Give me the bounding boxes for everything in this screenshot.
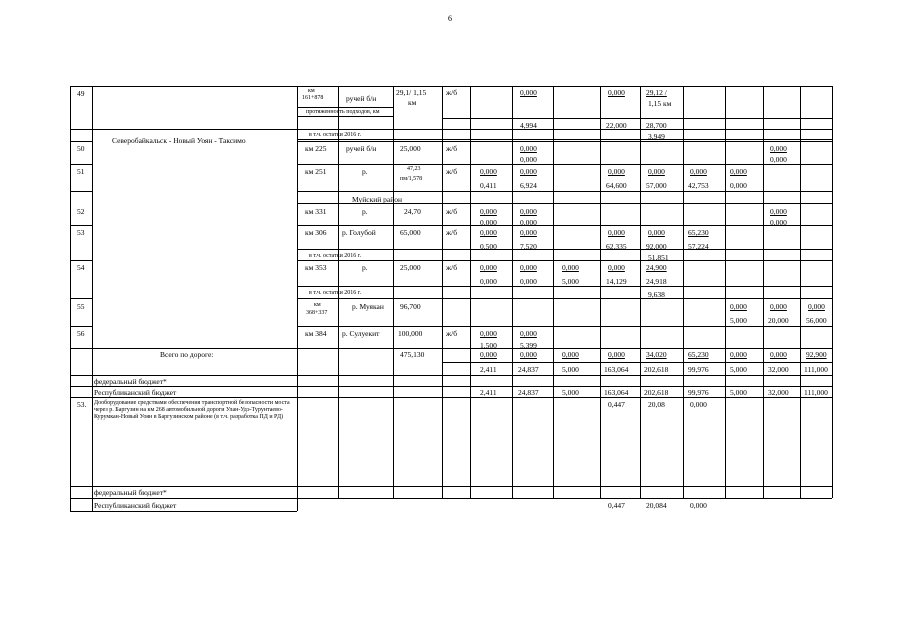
table-cell: ж/б — [446, 228, 458, 237]
table-cell: 0,000 — [608, 263, 625, 272]
table-cell: 368+337 — [306, 310, 328, 316]
table-column-rule — [832, 86, 833, 498]
table-cell: 20,084 — [646, 501, 667, 510]
table-cell: ж/б — [446, 263, 458, 272]
table-cell: 9,638 — [648, 290, 665, 299]
table-cell: в т.ч. остатки 2016 г. — [309, 253, 362, 259]
table-cell: 0,000 — [480, 329, 497, 338]
table-column-rule — [470, 86, 471, 498]
table-cell: р. — [362, 167, 368, 176]
table-rule — [297, 107, 393, 108]
table-cell: 54 — [77, 263, 85, 272]
table-cell: км 353 — [305, 263, 327, 272]
table-cell: 20,000 — [768, 316, 789, 325]
table-cell: км — [408, 98, 417, 107]
table-cell: 475,130 — [400, 350, 425, 359]
table-cell: 1,500 — [480, 341, 497, 350]
table-cell: 24,837 — [518, 365, 539, 374]
table-cell: ручей б/н — [346, 94, 377, 103]
table-cell: 0,000 — [480, 218, 497, 227]
table-rule — [297, 225, 832, 226]
table-rule — [297, 249, 832, 250]
table-cell: федеральный бюджет* — [94, 377, 167, 386]
table-cell: 0,000 — [730, 350, 747, 359]
table-cell: 0,000 — [520, 218, 537, 227]
table-cell: 49 — [77, 89, 85, 98]
table-cell: протяженность подходов, км — [306, 109, 380, 115]
table-cell: 57,224 — [688, 242, 709, 251]
table-cell: Республиканский бюджет — [94, 501, 177, 510]
table-column-rule — [640, 86, 641, 498]
table-cell: 51 — [77, 167, 85, 176]
table-cell: 5,000 — [730, 365, 747, 374]
table-column-rule — [92, 86, 93, 511]
table-cell: 92,000 — [646, 242, 667, 251]
table-cell: 64,600 — [606, 181, 627, 190]
table-cell: км 331 — [305, 207, 327, 216]
table-cell: 0,000 — [770, 207, 787, 216]
table-rule — [297, 141, 832, 142]
table-cell: 0,000 — [562, 263, 579, 272]
table-rule — [297, 116, 393, 117]
table-cell: 32,000 — [768, 365, 789, 374]
table-cell: 0,000 — [690, 167, 707, 176]
table-rule — [297, 298, 832, 299]
table-column-rule — [800, 86, 801, 498]
table-rule — [70, 397, 832, 398]
table-cell: 3,949 — [648, 132, 665, 141]
table-rule — [442, 118, 832, 119]
table-cell: 0,000 — [608, 88, 625, 97]
table-rule — [70, 298, 92, 299]
table-cell: 0,411 — [480, 181, 497, 190]
table-rule — [297, 286, 832, 287]
table-cell: в т.ч. остатки 2016 г. — [309, 132, 362, 138]
table-cell: 47,23 — [407, 166, 421, 172]
table-cell: 0,447 — [608, 400, 625, 409]
table-cell: 0,000 — [608, 350, 625, 359]
table-rule — [297, 164, 832, 165]
table-cell: в т.ч. остатки 2016 г. — [309, 290, 362, 296]
table-cell: 4,994 — [520, 121, 537, 130]
table-cell: 0,000 — [648, 167, 665, 176]
table-cell: 0,000 — [730, 302, 747, 311]
table-rule — [70, 260, 92, 261]
table-cell: 20,08 — [648, 400, 665, 409]
table-cell: 0,000 — [520, 155, 537, 164]
table-column-rule — [763, 86, 764, 498]
table-cell: 52 — [77, 207, 85, 216]
table-cell: 5,000 — [730, 388, 747, 397]
table-cell: 28,700 — [646, 121, 667, 130]
table-cell: км 306 — [305, 228, 327, 237]
table-cell: Всего по дороге: — [160, 350, 214, 359]
table-cell: 5,000 — [562, 277, 579, 286]
table-cell: 56,000 — [806, 316, 827, 325]
table-cell: 65,000 — [400, 228, 421, 237]
table-cell: 0,000 — [690, 400, 707, 409]
table-cell: Северобайкальск - Новый Уоян - Таксимо — [112, 136, 246, 145]
table-cell: р. Голубой — [342, 228, 376, 237]
table-cell: Республиканский бюджет — [94, 388, 177, 397]
table-cell: 5,000 — [562, 365, 579, 374]
table-cell: 161+878 — [302, 95, 324, 101]
table-cell: ж/б — [446, 88, 458, 97]
table-cell: 24,837 — [518, 388, 539, 397]
table-cell: 62,335 — [606, 242, 627, 251]
table-cell: 6,924 — [520, 181, 537, 190]
table-cell: 0,000 — [730, 167, 747, 176]
table-cell: 0,000 — [480, 207, 497, 216]
table-cell: 0,000 — [520, 88, 537, 97]
table-cell: р. Сулуекит — [342, 329, 380, 338]
table-cell: 0,000 — [690, 501, 707, 510]
table-cell: 0,000 — [770, 302, 787, 311]
table-cell: 32,000 — [768, 388, 789, 397]
table-cell: 0,000 — [808, 302, 825, 311]
table-cell: 55 — [77, 302, 85, 311]
table-column-rule — [553, 86, 554, 498]
table-cell: 2,411 — [480, 365, 497, 374]
table-cell: 0,000 — [480, 350, 497, 359]
table-cell: 0,000 — [608, 228, 625, 237]
table-cell: 0,000 — [520, 167, 537, 176]
table-cell: 7,520 — [520, 242, 537, 251]
table-cell: 53 — [77, 228, 85, 237]
page-number: 6 — [448, 14, 452, 23]
table-cell: 0,000 — [562, 350, 579, 359]
table-cell: 24,70 — [404, 207, 421, 216]
table-cell: 0,000 — [608, 167, 625, 176]
table-rule — [70, 164, 92, 165]
table-cell: 0,000 — [770, 218, 787, 227]
table-cell: 0,000 — [730, 181, 747, 190]
table-column-rule — [725, 86, 726, 498]
table-cell: 0,000 — [520, 329, 537, 338]
table-cell: 50 — [77, 144, 85, 153]
table-cell: ручей б/н — [346, 144, 377, 153]
table-cell: федеральный бюджет* — [94, 488, 167, 497]
table-rule — [297, 139, 832, 140]
table-rule — [297, 260, 832, 261]
table-cell: ж/б — [446, 329, 458, 338]
table-cell: 0,000 — [520, 350, 537, 359]
table-cell: 22,000 — [606, 121, 627, 130]
table-cell: 0,447 — [608, 501, 625, 510]
table-cell: 29,12 / — [646, 88, 667, 97]
table-cell: 0,000 — [770, 350, 787, 359]
table-cell: 0,000 — [520, 144, 537, 153]
table-rule — [70, 486, 832, 487]
table-cell: ж/б — [446, 167, 458, 176]
table-column-rule — [70, 86, 71, 511]
table-cell: 0,000 — [520, 277, 537, 286]
table-cell: р. — [362, 263, 368, 272]
table-rule — [70, 348, 832, 349]
table-cell: 111,000 — [804, 365, 828, 374]
table-cell: 34,020 — [646, 350, 667, 359]
table-cell: 0,000 — [770, 144, 787, 153]
table-rule — [70, 129, 832, 130]
table-cell: км 251 — [305, 167, 327, 176]
table-column-rule — [393, 86, 394, 498]
table-column-rule — [512, 86, 513, 498]
table-column-rule — [600, 86, 601, 498]
table-rule — [297, 191, 832, 192]
table-rule — [70, 511, 297, 512]
table-cell: 0,000 — [480, 263, 497, 272]
table-cell: 5,000 — [562, 388, 579, 397]
table-cell: 24,918 — [646, 277, 667, 286]
table-rule — [70, 191, 92, 192]
table-cell: 25,000 — [400, 263, 421, 272]
table-cell: пм/1,578 — [400, 176, 423, 182]
table-cell: 65,230 — [688, 228, 709, 237]
table-cell: 99,976 — [688, 365, 709, 374]
table-rule — [442, 362, 832, 363]
table-cell: 56 — [77, 329, 85, 338]
table-column-rule — [297, 86, 298, 511]
table-cell: 5,399 — [520, 341, 537, 350]
table-cell: км 384 — [305, 329, 327, 338]
table-cell: р. Муякан — [352, 302, 384, 311]
table-cell: 0,500 — [480, 242, 497, 251]
table-cell: 96,700 — [400, 302, 421, 311]
table-cell: 92,900 — [806, 350, 827, 359]
table-rule — [70, 386, 832, 387]
table-column-rule — [683, 86, 684, 498]
table-cell: 163,064 — [604, 365, 629, 374]
table-rule — [70, 375, 832, 376]
table-cell: 65,230 — [688, 350, 709, 359]
table-cell: 5,000 — [730, 316, 747, 325]
table-cell: 42,753 — [688, 181, 709, 190]
table-cell: 1,15 км — [648, 99, 672, 108]
table-cell: 202,618 — [644, 365, 669, 374]
table-cell: Муйский район — [352, 195, 402, 204]
table-cell: 29,1/ 1,15 — [396, 88, 427, 97]
table-rule — [70, 86, 832, 87]
table-cell: км — [314, 302, 321, 308]
table-cell: 163,064 — [604, 388, 629, 397]
table-cell: 111,000 — [804, 388, 828, 397]
table-cell: 57,000 — [646, 181, 667, 190]
table-cell: 0,000 — [480, 167, 497, 176]
table-cell: 202,618 — [644, 388, 669, 397]
table-cell: 51,851 — [648, 253, 669, 262]
table-cell: 25,000 — [400, 144, 421, 153]
table-rule — [70, 498, 832, 499]
table-cell: 14,129 — [606, 277, 627, 286]
table-rule — [70, 225, 92, 226]
table-cell: 0,000 — [648, 228, 665, 237]
table-cell: 0,000 — [480, 277, 497, 286]
table-column-rule — [442, 86, 443, 498]
table-cell: 0,000 — [480, 228, 497, 237]
table-cell: ж/б — [446, 207, 458, 216]
table-cell: 0,000 — [770, 155, 787, 164]
table-cell: 2,411 — [480, 388, 497, 397]
table-cell: 100,000 — [398, 329, 423, 338]
table-cell: Дооборудование средствами обеспечения транспортной безопасности моста через р. Баргузин на км 268 автомобильной дороги Улан-Удэ-Турунтаево-Курумкан-Новый Уоян в Баргузинском районе (в т.ч. разработка ПД и РД) — [94, 400, 290, 420]
table-cell: р. — [362, 207, 368, 216]
table-rule — [70, 141, 92, 142]
table-cell: км 225 — [305, 144, 327, 153]
table-cell: 53. — [77, 400, 87, 409]
table-cell: 0,000 — [520, 207, 537, 216]
table-cell: 0,000 — [520, 228, 537, 237]
table-cell: 99,976 — [688, 388, 709, 397]
table-cell: ж/б — [446, 144, 458, 153]
table-cell: 24,900 — [646, 263, 667, 272]
table-cell: 0,000 — [520, 263, 537, 272]
table-cell: км — [308, 88, 315, 94]
table-rule — [297, 326, 832, 327]
table-rule — [70, 326, 92, 327]
